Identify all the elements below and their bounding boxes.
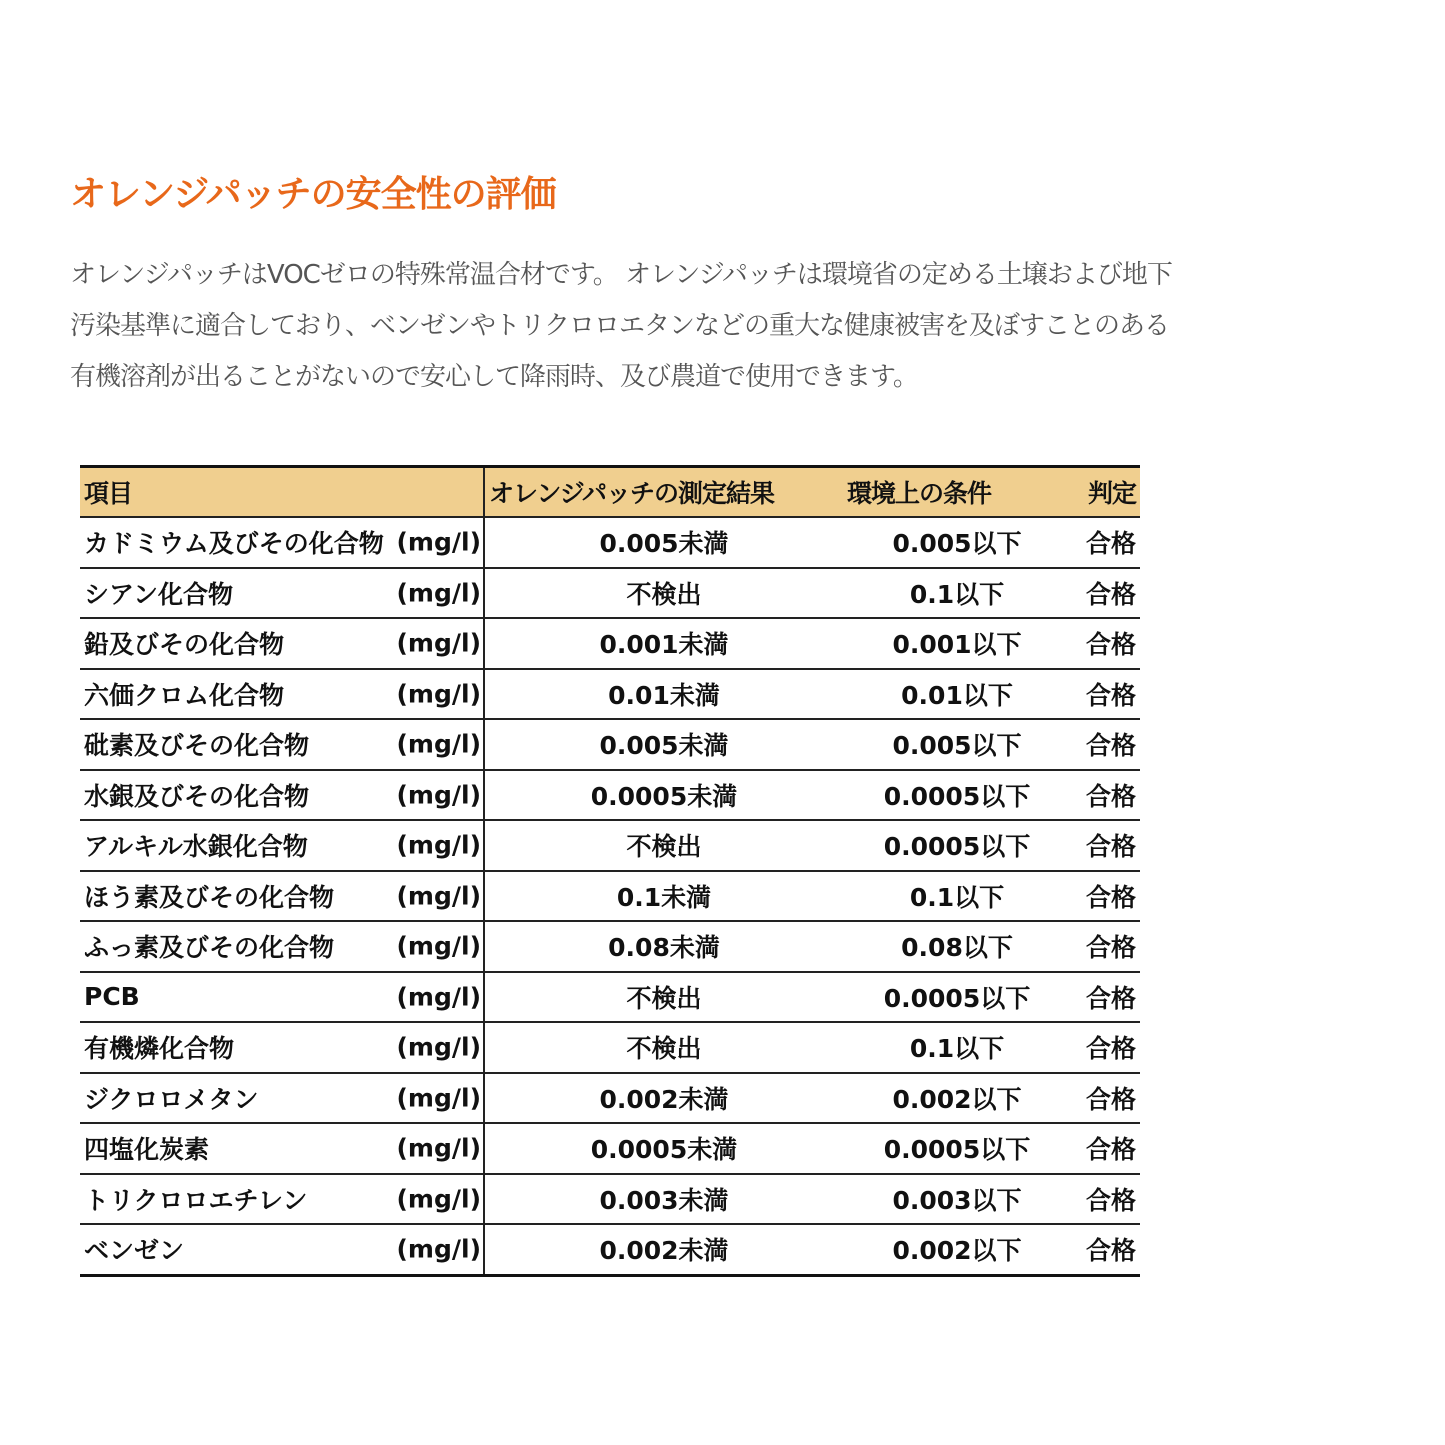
item-name: ジクロロメタン bbox=[84, 1084, 259, 1114]
item-unit: (mg/l) bbox=[396, 1083, 481, 1113]
item-unit: (mg/l) bbox=[396, 881, 481, 911]
result-cell: 不検出 bbox=[484, 568, 843, 619]
table-row bbox=[80, 568, 1140, 619]
item-unit: (mg/l) bbox=[396, 578, 481, 608]
item-name: 六価クロム化合物 bbox=[84, 680, 285, 710]
item-unit: (mg/l) bbox=[396, 729, 481, 759]
condition-cell: 0.0005以下 bbox=[843, 1123, 1071, 1174]
item-cell bbox=[80, 669, 484, 720]
item-unit: (mg/l) bbox=[396, 1234, 481, 1264]
table-row bbox=[80, 820, 1140, 871]
item-unit: (mg/l) bbox=[396, 830, 481, 860]
condition-cell: 0.003以下 bbox=[843, 1174, 1071, 1225]
judgement-cell: 合格 bbox=[1071, 1022, 1140, 1073]
item-name: 有機燐化合物 bbox=[84, 1034, 235, 1064]
item-unit: (mg/l) bbox=[396, 527, 481, 557]
item-cell bbox=[80, 618, 484, 669]
result-cell: 0.1未満 bbox=[484, 871, 843, 922]
condition-cell: 0.002以下 bbox=[843, 1224, 1071, 1275]
item-cell bbox=[80, 820, 484, 871]
table-row bbox=[80, 921, 1140, 972]
item-unit: (mg/l) bbox=[396, 1133, 481, 1163]
table-row bbox=[80, 618, 1140, 669]
result-cell: 0.0005未満 bbox=[484, 770, 843, 821]
condition-cell: 0.002以下 bbox=[843, 1073, 1071, 1124]
item-name: ふっ素及びその化合物 bbox=[84, 933, 335, 963]
item-unit: (mg/l) bbox=[396, 1032, 481, 1062]
table-header-row bbox=[80, 467, 1140, 518]
item-cell bbox=[80, 517, 484, 568]
result-cell: 0.002未満 bbox=[484, 1073, 843, 1124]
item-unit: (mg/l) bbox=[396, 780, 481, 810]
item-name: 水銀及びその化合物 bbox=[84, 781, 310, 811]
condition-cell: 0.005以下 bbox=[843, 719, 1071, 770]
judgement-cell: 合格 bbox=[1071, 770, 1140, 821]
header-result: オレンジパッチの測定結果 bbox=[489, 479, 775, 508]
item-unit: (mg/l) bbox=[396, 931, 481, 961]
condition-cell: 0.0005以下 bbox=[843, 820, 1071, 871]
table-row bbox=[80, 1224, 1140, 1275]
intro-line: 有機溶剤が出ることがないので安心して降雨時、及び農道で使用できます。 bbox=[70, 362, 918, 392]
header-judgement: 判定 bbox=[1087, 479, 1136, 508]
item-cell bbox=[80, 1073, 484, 1124]
item-name: ベンゼン bbox=[84, 1236, 185, 1266]
item-cell bbox=[80, 770, 484, 821]
item-name: ほう素及びその化合物 bbox=[84, 882, 335, 912]
judgement-cell: 合格 bbox=[1071, 1174, 1140, 1225]
item-name: カドミウム及びその化合物 bbox=[84, 529, 384, 559]
judgement-cell: 合格 bbox=[1071, 921, 1140, 972]
result-cell: 0.003未満 bbox=[484, 1174, 843, 1225]
judgement-cell: 合格 bbox=[1071, 517, 1140, 568]
header-item: 項目 bbox=[80, 467, 484, 518]
result-cell: 0.08未満 bbox=[484, 921, 843, 972]
intro-line: オレンジパッチはVOCゼロの特殊常温合材です。 オレンジパッチは環境省の定める土壌および地下 bbox=[70, 260, 1172, 290]
page-title: オレンジパッチの安全性の評価 bbox=[70, 174, 556, 216]
judgement-cell: 合格 bbox=[1071, 1073, 1140, 1124]
condition-cell: 0.1以下 bbox=[843, 568, 1071, 619]
table-row bbox=[80, 719, 1140, 770]
condition-cell: 0.08以下 bbox=[843, 921, 1071, 972]
item-unit: (mg/l) bbox=[396, 628, 481, 658]
safety-table bbox=[80, 465, 1140, 1277]
item-name: シアン化合物 bbox=[84, 579, 234, 609]
item-name: トリクロロエチレン bbox=[84, 1185, 308, 1215]
item-cell bbox=[80, 568, 484, 619]
item-cell bbox=[80, 871, 484, 922]
item-name: PCB bbox=[84, 982, 140, 1012]
condition-cell: 0.1以下 bbox=[843, 871, 1071, 922]
table-row bbox=[80, 669, 1140, 720]
result-cell: 不検出 bbox=[484, 1022, 843, 1073]
item-cell bbox=[80, 1174, 484, 1225]
table-row bbox=[80, 517, 1140, 568]
result-cell: 不検出 bbox=[484, 820, 843, 871]
item-name: アルキル水銀化合物 bbox=[84, 832, 308, 862]
table-row bbox=[80, 1174, 1140, 1225]
condition-cell: 0.0005以下 bbox=[843, 770, 1071, 821]
table-row bbox=[80, 770, 1140, 821]
result-cell: 0.01未満 bbox=[484, 669, 843, 720]
condition-cell: 0.001以下 bbox=[843, 618, 1071, 669]
condition-cell: 0.0005以下 bbox=[843, 972, 1071, 1023]
judgement-cell: 合格 bbox=[1071, 1123, 1140, 1174]
item-cell bbox=[80, 921, 484, 972]
header-condition: 環境上の条件 bbox=[847, 479, 992, 508]
table-row bbox=[80, 1073, 1140, 1124]
result-cell: 0.005未満 bbox=[484, 517, 843, 568]
judgement-cell: 合格 bbox=[1071, 669, 1140, 720]
item-cell bbox=[80, 1123, 484, 1174]
item-name: 四塩化炭素 bbox=[84, 1135, 210, 1165]
table-row bbox=[80, 1123, 1140, 1174]
condition-cell: 0.005以下 bbox=[843, 517, 1071, 568]
judgement-cell: 合格 bbox=[1071, 568, 1140, 619]
judgement-cell: 合格 bbox=[1071, 820, 1140, 871]
item-unit: (mg/l) bbox=[396, 982, 481, 1012]
table-row bbox=[80, 871, 1140, 922]
result-cell: 0.001未満 bbox=[484, 618, 843, 669]
item-cell bbox=[80, 719, 484, 770]
intro-line: 汚染基準に適合しており、ベンゼンやトリクロロエタンなどの重大な健康被害を及ぼすことのある bbox=[70, 311, 1169, 341]
judgement-cell: 合格 bbox=[1071, 871, 1140, 922]
result-cell: 0.002未満 bbox=[484, 1224, 843, 1275]
item-cell bbox=[80, 1224, 484, 1275]
result-cell: 不検出 bbox=[484, 972, 843, 1023]
item-cell bbox=[80, 972, 484, 1023]
judgement-cell: 合格 bbox=[1071, 618, 1140, 669]
result-cell: 0.005未満 bbox=[484, 719, 843, 770]
condition-cell: 0.1以下 bbox=[843, 1022, 1071, 1073]
judgement-cell: 合格 bbox=[1071, 719, 1140, 770]
table-row bbox=[80, 1022, 1140, 1073]
result-cell: 0.0005未満 bbox=[484, 1123, 843, 1174]
item-cell bbox=[80, 1022, 484, 1073]
judgement-cell: 合格 bbox=[1071, 1224, 1140, 1275]
item-name: 鉛及びその化合物 bbox=[84, 630, 285, 660]
table-row bbox=[80, 972, 1140, 1023]
item-unit: (mg/l) bbox=[396, 679, 481, 709]
item-name: 砒素及びその化合物 bbox=[84, 731, 310, 761]
intro-paragraph bbox=[70, 250, 1400, 403]
judgement-cell: 合格 bbox=[1071, 972, 1140, 1023]
condition-cell: 0.01以下 bbox=[843, 669, 1071, 720]
item-unit: (mg/l) bbox=[396, 1184, 481, 1214]
